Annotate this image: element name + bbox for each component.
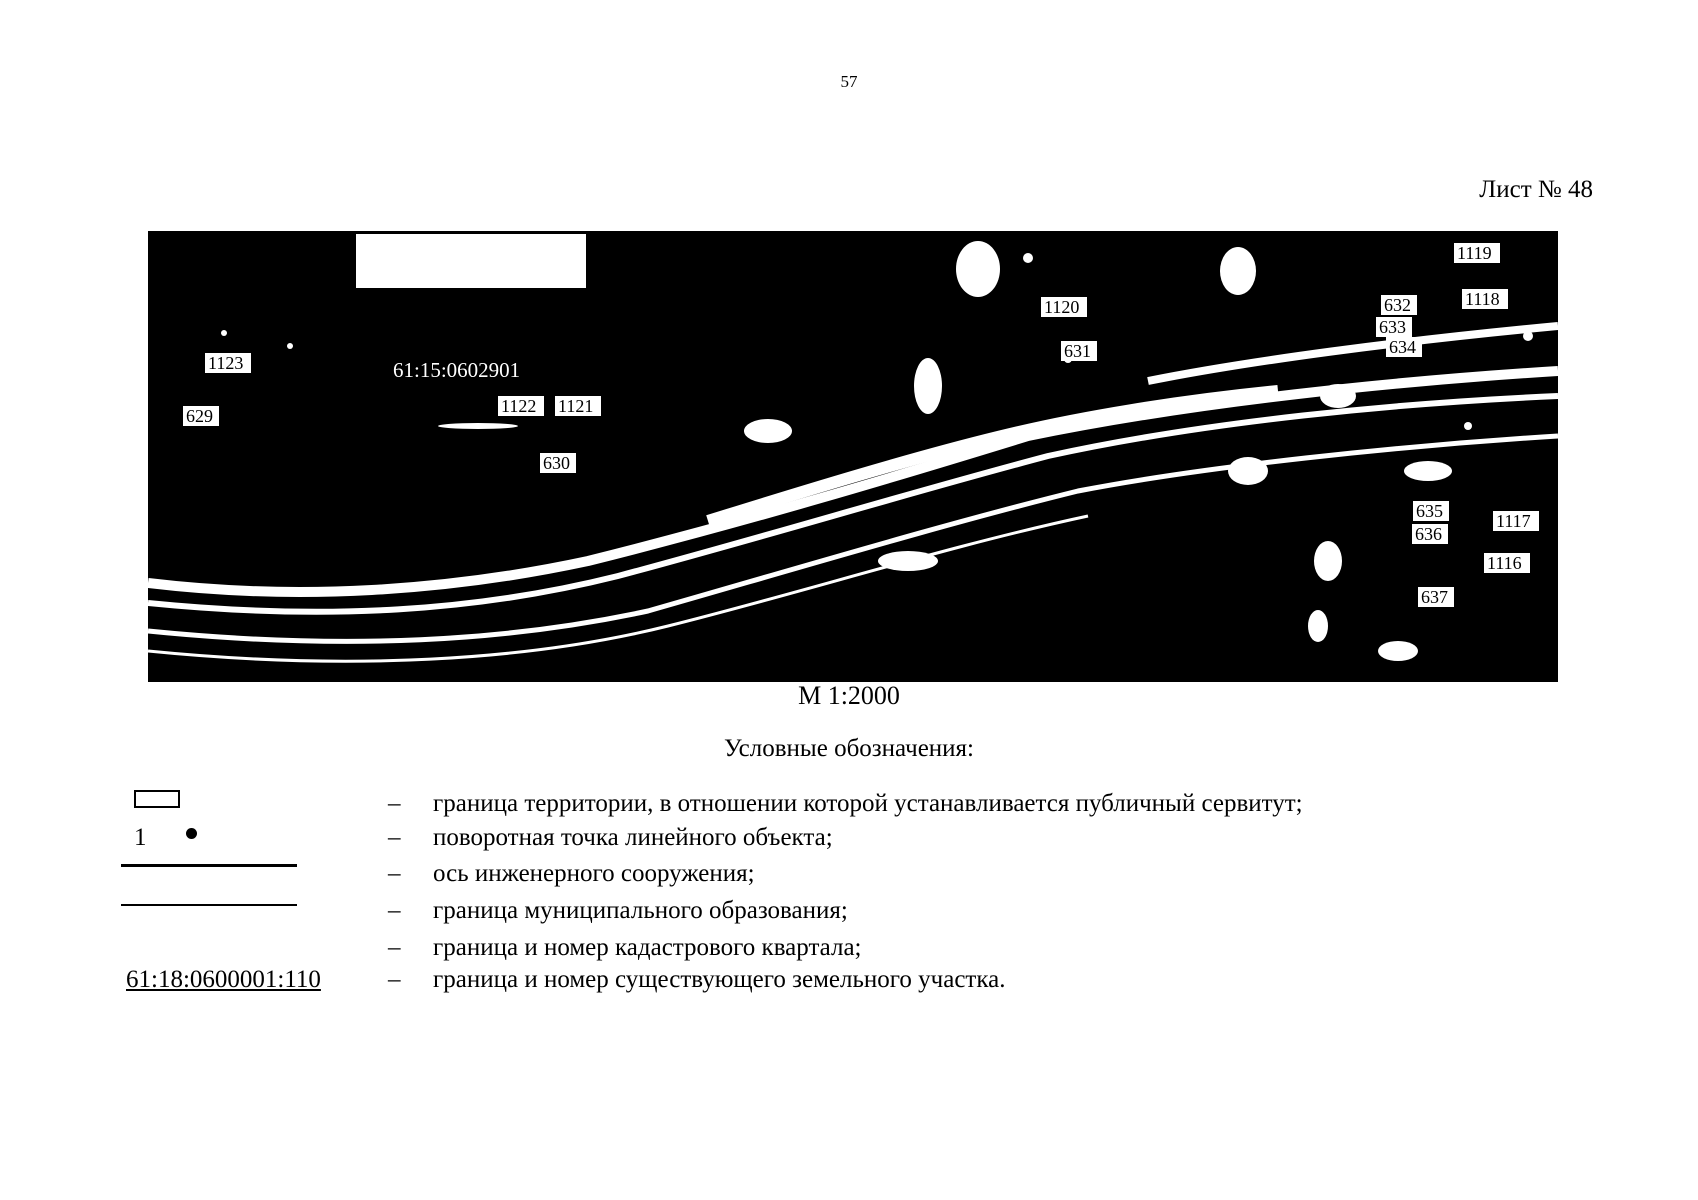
legend-item-municipal-boundary: граница муниципального образования; [433,897,848,924]
legend-item-servitude-boundary: граница территории, в отношении которой устанавливается публичный сервитут; [433,790,1303,817]
legend-title: Условные обозначения: [723,735,975,762]
legend-item-axis: ось инженерного сооружения; [433,860,755,887]
legend-item-parcel-boundary: граница и номер существующего земельного участка. [433,966,1006,993]
vegetation [744,419,792,443]
point-label: 630 [543,453,570,473]
point-label: 636 [1415,524,1442,544]
point-label: 1122 [501,396,537,416]
point-label: 633 [1379,317,1406,337]
legend-dash: – [388,897,401,924]
vegetation [878,551,938,571]
point-label: 631 [1064,341,1091,361]
vegetation [914,358,942,414]
legend-symbol-point-number: 1 [134,824,147,851]
map-drawing [148,231,1558,682]
vegetation [438,423,518,429]
sheet-label: Лист № 48 [1479,176,1593,203]
point-label: 634 [1389,337,1416,357]
legend-symbol-servitude-boundary [134,790,180,808]
vegetation [1314,541,1342,581]
page-number: 57 [840,72,858,91]
cadastral-quarter-label: 61:15:0602901 [393,358,521,382]
point-label: 1117 [1496,511,1531,531]
legend-symbol-municipal-boundary [121,904,297,906]
map-scale: М 1:2000 [798,681,900,710]
legend-dash: – [388,824,401,851]
legend-symbol-axis-line [121,864,297,867]
legend-dash: – [388,966,401,993]
map-image [148,231,1558,682]
legend-symbol-parcel-number: 61:18:0600001:110 [126,966,321,993]
legend-dash: – [388,860,401,887]
legend-dash: – [388,790,401,817]
point-label: 632 [1384,295,1411,315]
point-label: 637 [1421,587,1448,607]
legend-item-quarter-boundary: граница и номер кадастрового квартала; [433,934,862,961]
vegetation [1404,461,1452,481]
legend-dash: – [388,934,401,961]
point-label: 1121 [558,396,594,416]
vegetation [1228,457,1268,485]
vegetation [956,241,1000,297]
point-label: 1116 [1487,553,1522,573]
point-label: 1118 [1465,289,1500,309]
vegetation [1320,384,1356,408]
redacted-box [356,234,586,288]
point-label: 1120 [1044,297,1080,317]
vegetation [1308,610,1328,642]
vegetation [1378,641,1418,661]
point-label: 1123 [208,353,244,373]
point-label: 1119 [1457,243,1492,263]
vegetation [1220,247,1256,295]
point-label: 629 [186,406,213,426]
legend-item-turning-point: поворотная точка линейного объекта; [433,824,833,851]
point-label: 635 [1416,501,1443,521]
legend-symbol-point-dot [186,828,197,839]
